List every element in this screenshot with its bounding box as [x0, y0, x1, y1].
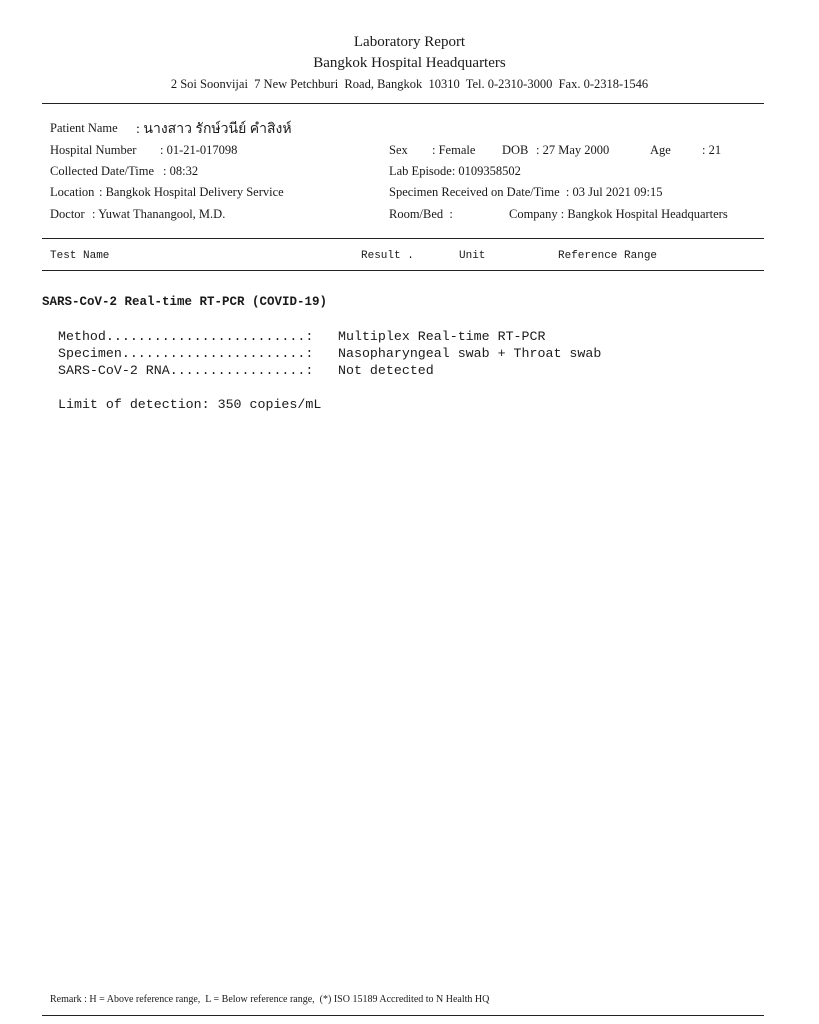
sex-label: Sex — [389, 143, 408, 157]
location-label: Location — [50, 185, 95, 199]
hospital-address: 2 Soi Soonvijai 7 New Petchburi Road, Bangkok 10310 Tel. 0-2310-3000 Fax. 0-2318-1546 — [170, 77, 649, 91]
footer-divider — [42, 1015, 764, 1016]
method-value: Multiplex Real-time RT-PCR — [338, 329, 546, 344]
lab-episode: Lab Episode: 0109358502 — [389, 164, 521, 178]
collected-value: : 08:32 — [163, 164, 199, 178]
limit-of-detection: Limit of detection: 350 copies/mL — [58, 397, 322, 412]
hospital-number-value: : 01-21-017098 — [160, 143, 238, 157]
info-divider — [42, 238, 764, 239]
specimen-value: Nasopharyngeal swab + Throat swab — [338, 346, 602, 361]
sex-value: : Female — [432, 143, 476, 157]
table-header-divider — [42, 270, 764, 271]
rna-result: Not detected — [338, 363, 434, 378]
test-title: SARS-CoV-2 Real-time RT-PCR (COVID-19) — [42, 295, 328, 309]
patient-name-value: : นางสาว รักษ์วนีย์ คำสิงห์ — [136, 122, 292, 137]
company: Company : Bangkok Hospital Headquarters — [509, 207, 728, 221]
dob-label: DOB — [502, 143, 529, 157]
col-unit: Unit — [459, 250, 486, 262]
collected-label: Collected Date/Time — [50, 164, 155, 178]
hospital-name: Bangkok Hospital Headquarters — [313, 55, 506, 71]
rna-label: SARS-CoV-2 RNA.................: — [58, 363, 314, 378]
col-test-name: Test Name — [50, 250, 110, 262]
room-bed: Room/Bed : — [389, 207, 453, 221]
hospital-number-label: Hospital Number — [50, 143, 137, 157]
col-result: Result . — [361, 250, 414, 262]
age-label: Age — [650, 143, 671, 157]
remark: Remark : H = Above reference range, L = Below reference range, (*) ISO 15189 Accredited to N Health HQ — [50, 994, 490, 1005]
col-reference-range: Reference Range — [558, 250, 658, 262]
report-title: Laboratory Report — [353, 34, 466, 50]
specimen-received: Specimen Received on Date/Time : 03 Jul 2021 09:15 — [389, 185, 663, 199]
method-label: Method.........................: — [58, 329, 314, 344]
doctor-value: : Yuwat Thanangool, M.D. — [92, 207, 226, 221]
patient-name-label: Patient Name — [50, 121, 118, 135]
doctor-label: Doctor — [50, 207, 85, 221]
location-value: : Bangkok Hospital Delivery Service — [99, 185, 284, 199]
header-divider — [42, 103, 764, 104]
age-value: : 21 — [702, 143, 722, 157]
dob-value: : 27 May 2000 — [536, 143, 610, 157]
specimen-label: Specimen.......................: — [58, 346, 314, 361]
